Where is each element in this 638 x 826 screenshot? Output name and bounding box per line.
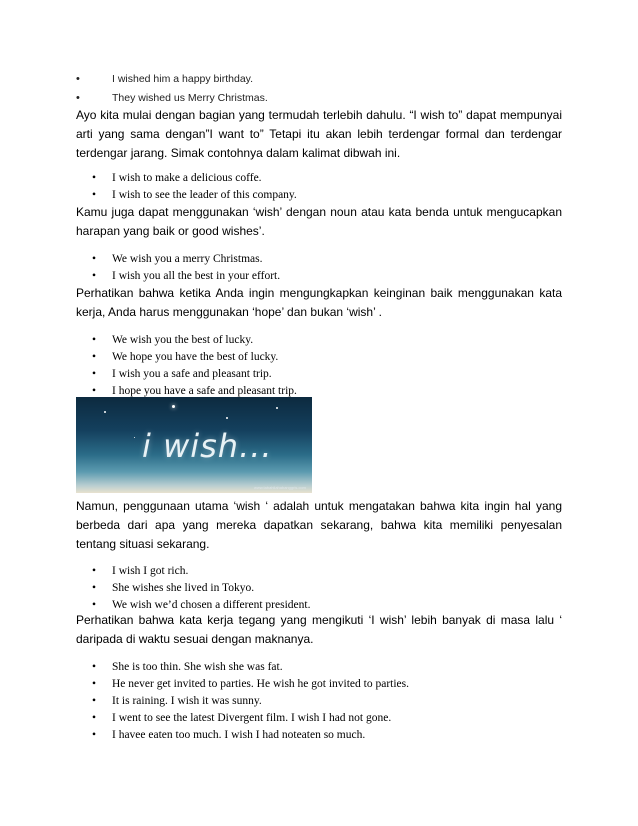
example-list-intro <box>76 70 268 108</box>
list-item: • We hope you have the best of lucky. <box>92 349 297 366</box>
list-item: • I wish you a safe and pleasant trip. <box>92 366 297 383</box>
paragraph-wish-noun: Kamu juga dapat menggunakan ‘wish’ dengan noun atau kata benda untuk mengucapkan harapan yang baik or good wishes’. <box>76 205 562 238</box>
list-item: • She is too thin. She wish she was fat. <box>92 659 409 676</box>
i-wish-banner-image <box>76 397 312 493</box>
list-item: • I went to see the latest Divergent film. I wish I had not gone. <box>92 710 409 727</box>
list-item: • I wish to see the leader of this company. <box>92 187 297 204</box>
star-dot <box>276 407 278 409</box>
paragraph-regret: Namun, penggunaan utama ‘wish ‘ adalah untuk mengatakan bahwa kita ingin hal yang berbeda dari apa yang mereka dapatkan sekarang, bahwa kita memiliki penyesalan tentang situasi sekarang. <box>76 499 562 551</box>
paragraph-past-tense: Perhatikan bahwa kata kerja tegang yang mengikuti ‘I wish’ lebih banyak di masa lalu ‘ daripada di waktu sesuai dengan maknanya. <box>76 613 562 646</box>
list-item: • She wishes she lived in Tokyo. <box>92 580 310 597</box>
list-item: • I wished him a happy birthday. <box>76 70 268 89</box>
list-item: • He never get invited to parties. He wish he got invited to parties. <box>92 676 409 693</box>
list-item: • We wish you the best of lucky. <box>92 332 297 349</box>
example-list-past-tense <box>92 659 409 744</box>
list-item: • We wish we’d chosen a different president. <box>92 597 310 614</box>
paragraph-hope-vs-wish: Perhatikan bahwa ketika Anda ingin mengungkapkan keinginan baik menggunakan kata kerja, Anda harus menggunakan ‘hope’ dan bukan ‘wish’ . <box>76 286 562 319</box>
star-dot <box>226 417 228 419</box>
example-list-regret <box>92 563 310 614</box>
list-item: • It is raining. I wish it was sunny. <box>92 693 409 710</box>
example-list-wish-to <box>92 170 297 204</box>
star-dot <box>172 405 175 408</box>
paragraph-intro: Ayo kita mulai dengan bagian yang termudah terlebih dahulu. “I wish to” dapat mempunyai arti yang sama dengan”I want to” Tetapi itu akan lebih terdengar formal dan terdengar terdengar jarang. Simak contohnya dalam kalimat dibwah ini. <box>76 108 562 160</box>
example-list-wish-noun <box>92 251 280 285</box>
banner-caption: i wish... <box>142 427 273 465</box>
list-item: • I wish to make a delicious coffe. <box>92 170 297 187</box>
star-dot <box>134 437 135 438</box>
list-item: • I wish you all the best in your effort. <box>92 268 280 285</box>
banner-watermark-url: www.tabahilahabanggris.com <box>253 485 306 490</box>
list-item: • We wish you a merry Christmas. <box>92 251 280 268</box>
list-item: • I wish I got rich. <box>92 563 310 580</box>
list-item: • I hope you have a safe and pleasant trip. <box>92 383 297 400</box>
star-dot <box>104 411 106 413</box>
example-list-hope-wish <box>92 332 297 400</box>
list-item: • They wished us Merry Christmas. <box>76 89 268 108</box>
list-item: • I havee eaten too much. I wish I had noteaten so much. <box>92 727 409 744</box>
